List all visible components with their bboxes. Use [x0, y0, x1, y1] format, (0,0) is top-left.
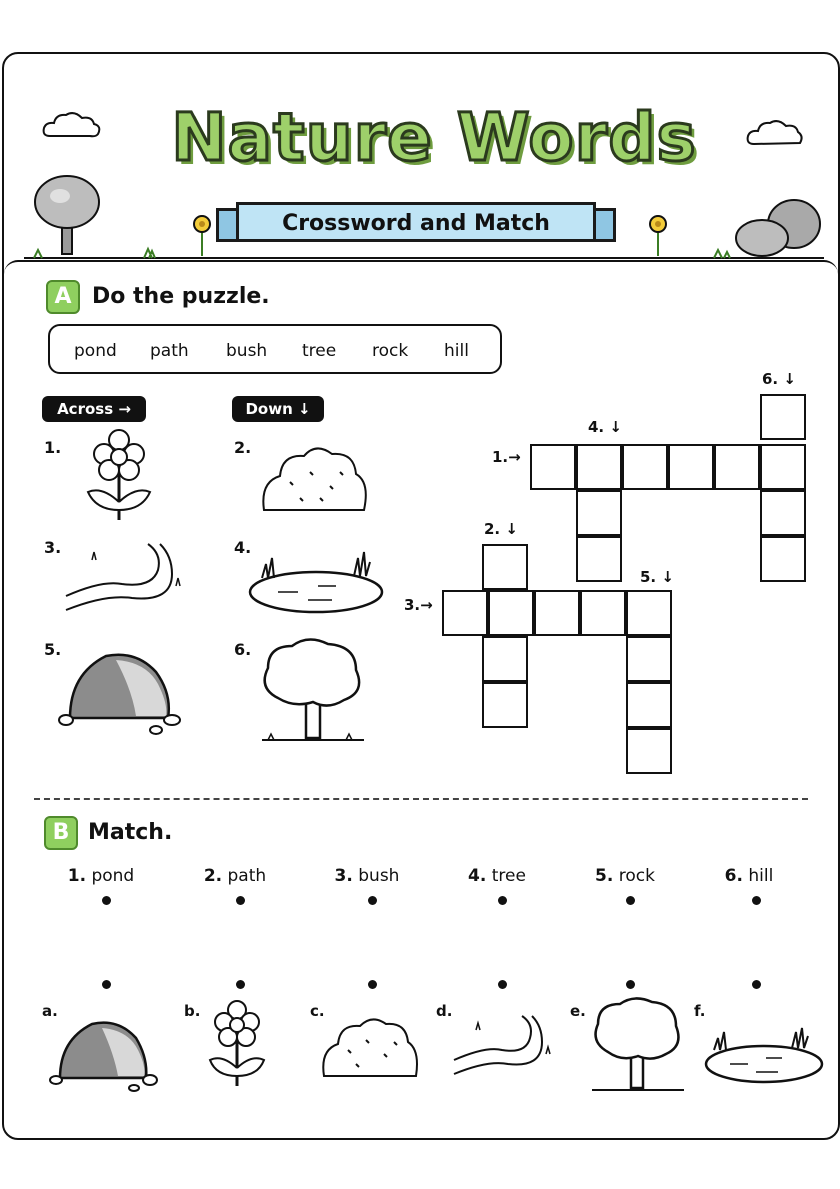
crossword-cell[interactable] [580, 590, 626, 636]
crossword-cell[interactable] [760, 490, 806, 536]
word-bank [48, 324, 502, 374]
match-dot-top[interactable] [752, 896, 761, 905]
rock-icon [56, 650, 182, 734]
picture-letter: c. [310, 1002, 325, 1020]
picture-letter: e. [570, 1002, 586, 1020]
match-dot-bottom[interactable] [236, 980, 245, 989]
crossword-cell[interactable] [626, 728, 672, 774]
crossword-cell[interactable] [576, 536, 622, 582]
word-bank-item: rock [372, 341, 409, 361]
grid-label-2: 2. ↓ [484, 520, 518, 538]
word-bank-item: tree [302, 341, 337, 361]
crossword-cell[interactable] [442, 590, 488, 636]
grid-label-4: 4. ↓ [588, 418, 622, 436]
crossword-cell[interactable] [488, 590, 534, 636]
tree-icon [590, 998, 686, 1096]
cloud-icon [746, 118, 802, 148]
section-a-title: Do the puzzle. [92, 284, 270, 309]
match-dot-top[interactable] [236, 896, 245, 905]
section-b-title: Match. [88, 820, 173, 845]
match-dot-bottom[interactable] [368, 980, 377, 989]
crossword-cell[interactable] [626, 590, 672, 636]
bush-icon [320, 1014, 420, 1082]
word-bank-item: hill [444, 341, 469, 361]
picture-letter: b. [184, 1002, 201, 1020]
match-word: 3. bush [334, 866, 400, 886]
crossword-cell[interactable] [626, 682, 672, 728]
crossword-cell[interactable] [760, 444, 806, 490]
cloud-icon [42, 110, 102, 140]
section-b-badge: B [44, 816, 78, 850]
clue-number: 1. [44, 438, 62, 457]
section-a-badge: A [46, 280, 80, 314]
crossword-cell[interactable] [714, 444, 760, 490]
page-title: Nature Words [171, 99, 697, 176]
bush-icon [260, 442, 370, 516]
path-icon [450, 1012, 554, 1080]
flower-icon [82, 430, 156, 522]
clue-number: 6. [234, 640, 252, 659]
word-bank-item: path [150, 341, 189, 361]
match-dot-bottom[interactable] [752, 980, 761, 989]
crossword-cell[interactable] [626, 636, 672, 682]
match-dot-top[interactable] [368, 896, 377, 905]
crossword-cell[interactable] [622, 444, 668, 490]
crossword-cell[interactable] [482, 682, 528, 728]
grid-label-6: 6. ↓ [762, 370, 796, 388]
clue-number: 2. [234, 438, 252, 457]
grass-strip [24, 244, 824, 260]
match-dot-bottom[interactable] [498, 980, 507, 989]
match-word: 1. pond [67, 866, 135, 886]
clue-number: 3. [44, 538, 62, 557]
clue-number: 5. [44, 640, 62, 659]
crossword-cell[interactable] [576, 444, 622, 490]
pond-icon [704, 1022, 824, 1086]
subtitle-ribbon: Crossword and Match [236, 202, 596, 242]
grid-label-5: 5. ↓ [640, 568, 674, 586]
word-bank-item: pond [74, 341, 117, 361]
match-word: 4. tree [468, 866, 526, 886]
clue-number: 4. [234, 538, 252, 557]
across-label: Across → [42, 396, 146, 422]
match-dot-top[interactable] [498, 896, 507, 905]
grid-label-1: 1.→ [492, 448, 521, 466]
picture-letter: a. [42, 1002, 58, 1020]
crossword-cell[interactable] [482, 544, 528, 590]
rock-icon [48, 1018, 158, 1090]
match-dot-top[interactable] [626, 896, 635, 905]
crossword-cell[interactable] [482, 636, 528, 682]
crossword-cell[interactable] [760, 536, 806, 582]
crossword-cell[interactable] [668, 444, 714, 490]
match-dot-bottom[interactable] [626, 980, 635, 989]
match-word: 2. path [203, 866, 267, 886]
down-label: Down ↓ [232, 396, 324, 422]
match-dot-bottom[interactable] [102, 980, 111, 989]
match-word: 5. rock [595, 866, 655, 886]
path-icon [62, 540, 186, 616]
section-divider [34, 798, 808, 800]
crossword-cell[interactable] [530, 444, 576, 490]
crossword-cell[interactable] [534, 590, 580, 636]
grid-label-3: 3.→ [404, 596, 433, 614]
word-bank-item: bush [226, 341, 268, 361]
flower-icon [204, 1000, 270, 1088]
match-word: 6. hill [724, 866, 774, 886]
crossword-cell[interactable] [576, 490, 622, 536]
tree-icon [258, 638, 368, 748]
worksheet-page [2, 52, 840, 1140]
pond-icon [248, 548, 384, 614]
crossword-cell[interactable] [760, 394, 806, 440]
picture-letter: f. [694, 1002, 706, 1020]
match-dot-top[interactable] [102, 896, 111, 905]
picture-letter: d. [436, 1002, 453, 1020]
